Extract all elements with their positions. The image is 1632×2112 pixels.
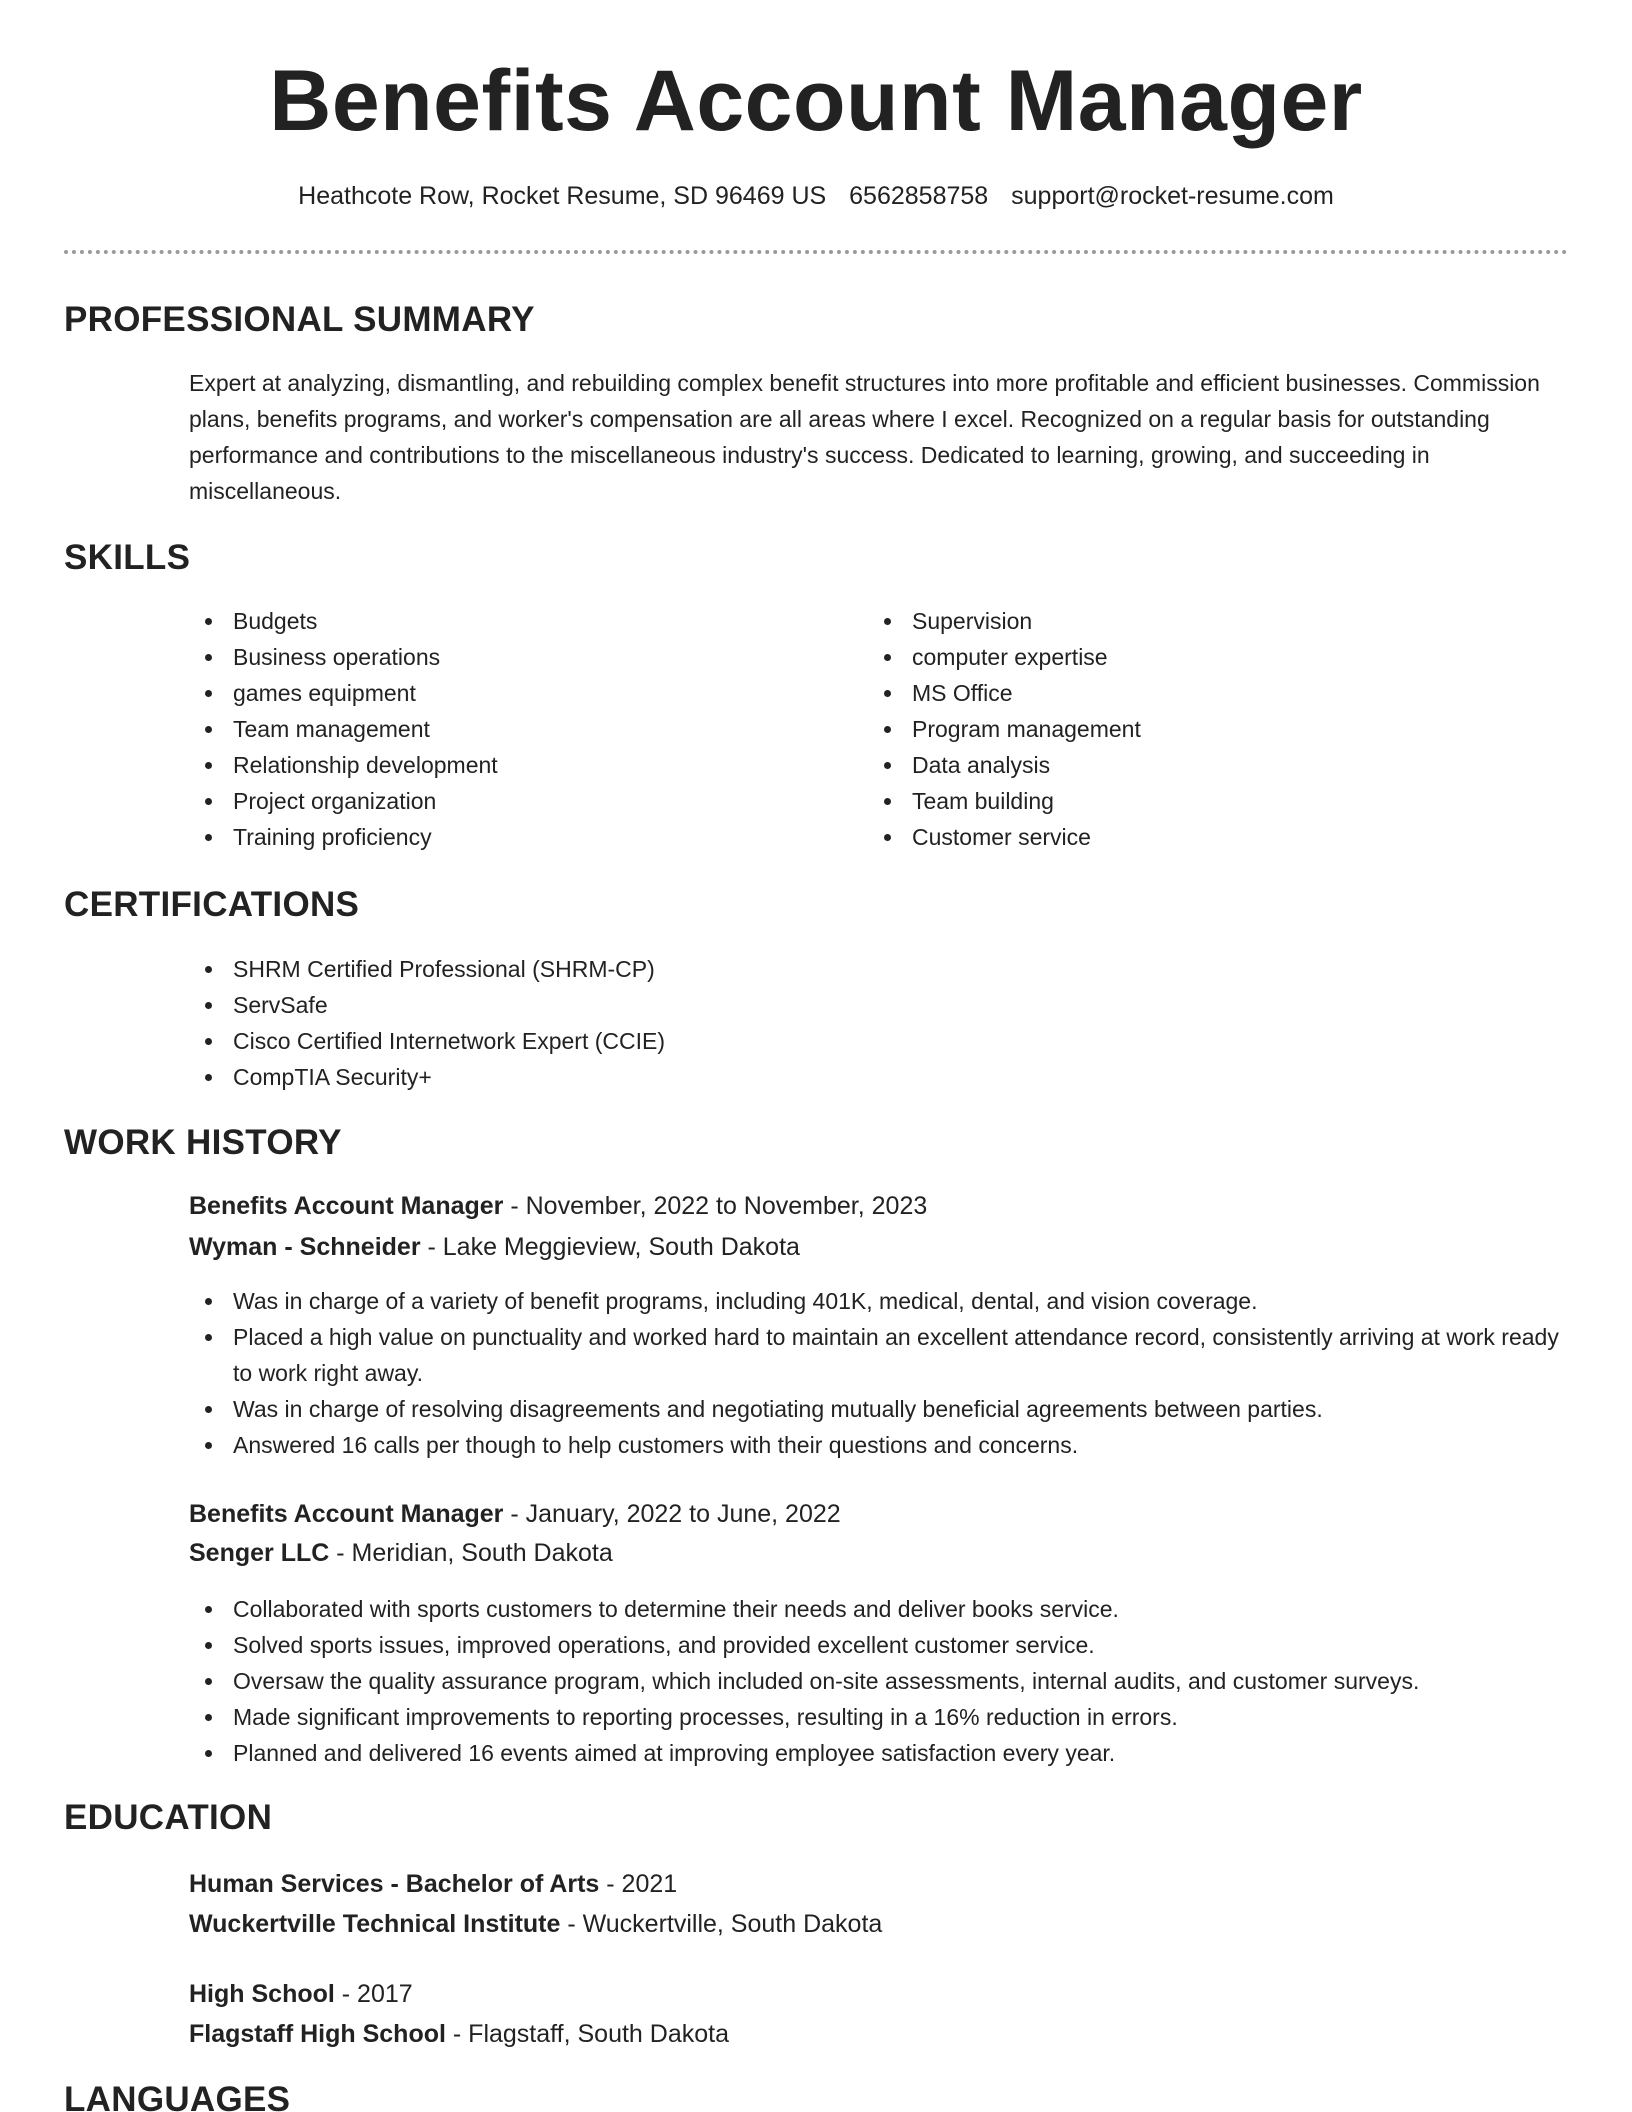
job-company: Senger LLC <box>189 1539 330 1567</box>
summary-text: Expert at analyzing, dismantling, and rebuilding complex benefit structures into more profitable and efficient businesses. Commission plans, benefits programs, and worker's compensation are all areas where I excel. Recognized on a regular basis for outstanding performance and contributions to the miscellaneous industry's success. Dedicated to learning, growing, and succeeding in miscellaneous. <box>189 370 1540 504</box>
education-location: - Flagstaff, South Dakota <box>445 2020 729 2048</box>
skill-item: Team building <box>868 783 1468 819</box>
skill-item: Business operations <box>189 639 789 675</box>
job-bullet: Answered 16 calls per though to help customers with their questions and concerns. <box>189 1427 1569 1463</box>
contact-email: support@rocket-resume.com <box>1011 182 1334 210</box>
skill-item: Team management <box>189 711 789 747</box>
job-role: Benefits Account Manager <box>189 1500 504 1528</box>
education-degree: Human Services - Bachelor of Arts <box>189 1870 600 1898</box>
skill-item: MS Office <box>868 675 1468 711</box>
certifications-list <box>189 951 1569 1095</box>
languages-heading: LANGUAGES <box>64 2080 291 2112</box>
skill-item: Relationship development <box>189 747 789 783</box>
job-bullet: Solved sports issues, improved operations, and provided excellent customer service. <box>189 1627 1569 1663</box>
skill-item: Customer service <box>868 819 1468 855</box>
education-school-line <box>189 2020 729 2049</box>
skills-list-right <box>868 603 1468 855</box>
education-degree: High School <box>189 1980 335 2008</box>
education-location: - Wuckertville, South Dakota <box>560 1910 883 1938</box>
education-year: - 2017 <box>334 1980 413 2008</box>
education-year: - 2021 <box>599 1870 678 1898</box>
header-divider <box>64 250 1568 254</box>
job-company: Wyman - Schneider <box>189 1233 421 1261</box>
job-location: - Lake Meggieview, South Dakota <box>420 1233 800 1261</box>
skill-item: computer expertise <box>868 639 1468 675</box>
certification-item: ServSafe <box>189 987 1569 1023</box>
education-school: Flagstaff High School <box>189 2020 446 2048</box>
contact-address: Heathcote Row, Rocket Resume, SD 96469 US <box>298 182 827 210</box>
education-degree-line <box>189 1980 413 2009</box>
skill-item: Supervision <box>868 603 1468 639</box>
contact-phone: 6562858758 <box>849 182 989 210</box>
skills-list-left <box>189 603 789 855</box>
skill-item: Training proficiency <box>189 819 789 855</box>
skills-heading: SKILLS <box>64 538 191 577</box>
summary-heading: PROFESSIONAL SUMMARY <box>64 300 535 339</box>
job-company-line <box>189 1233 800 1262</box>
job-company-line <box>189 1539 613 1568</box>
job-role: Benefits Account Manager <box>189 1192 504 1220</box>
job-bullet: Planned and delivered 16 events aimed at improving employee satisfaction every year. <box>189 1735 1569 1771</box>
education-heading: EDUCATION <box>64 1798 273 1837</box>
certification-item: CompTIA Security+ <box>189 1059 1569 1095</box>
job-dates: - November, 2022 to November, 2023 <box>503 1192 928 1220</box>
skill-item: games equipment <box>189 675 789 711</box>
job-bullet: Made significant improvements to reporting processes, resulting in a 16% reduction in errors. <box>189 1699 1569 1735</box>
education-school: Wuckertville Technical Institute <box>189 1910 561 1938</box>
resume-name: Benefits Account Manager <box>269 53 1363 149</box>
job-bullet: Was in charge of a variety of benefit programs, including 401K, medical, dental, and vision coverage. <box>189 1283 1569 1319</box>
job-title-line <box>189 1500 841 1529</box>
education-school-line <box>189 1910 882 1939</box>
certification-item: Cisco Certified Internetwork Expert (CCIE) <box>189 1023 1569 1059</box>
work-history-heading: WORK HISTORY <box>64 1123 342 1162</box>
certifications-heading: CERTIFICATIONS <box>64 885 360 924</box>
job-bullet: Was in charge of resolving disagreements and negotiating mutually beneficial agreements between parties. <box>189 1391 1569 1427</box>
job-bullets <box>189 1283 1569 1463</box>
job-bullet: Collaborated with sports customers to determine their needs and deliver books service. <box>189 1591 1569 1627</box>
job-bullets <box>189 1591 1569 1771</box>
job-location: - Meridian, South Dakota <box>329 1539 613 1567</box>
education-degree-line <box>189 1870 677 1899</box>
skill-item: Data analysis <box>868 747 1468 783</box>
certification-item: SHRM Certified Professional (SHRM-CP) <box>189 951 1569 987</box>
job-bullet: Oversaw the quality assurance program, which included on-site assessments, internal audits, and customer surveys. <box>189 1663 1569 1699</box>
contact-line <box>0 182 1632 211</box>
job-bullet: Placed a high value on punctuality and worked hard to maintain an excellent attendance record, consistently arriving at work ready to work right away. <box>189 1319 1569 1391</box>
skill-item: Program management <box>868 711 1468 747</box>
job-title-line <box>189 1192 927 1221</box>
skill-item: Project organization <box>189 783 789 819</box>
job-dates: - January, 2022 to June, 2022 <box>503 1500 841 1528</box>
skill-item: Budgets <box>189 603 789 639</box>
